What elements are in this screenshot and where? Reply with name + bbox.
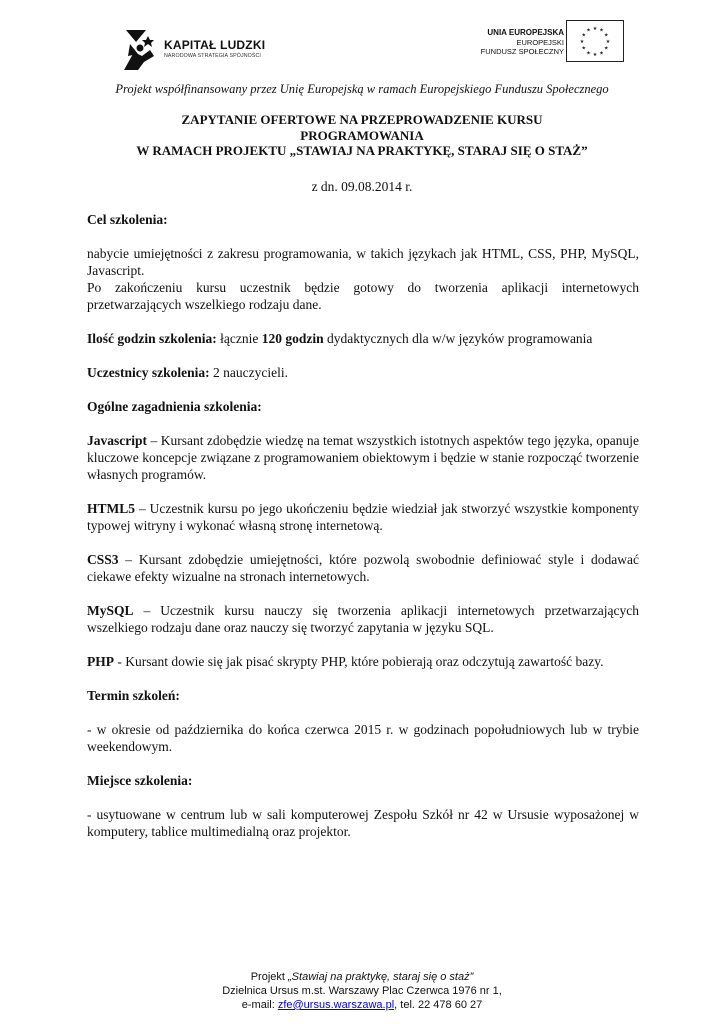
html5-text: – Uczestnik kursu po jego ukończeniu będzie wiedział jak stworzyć wszystkie komponenty typowej witryny i wykonać własną stronę internetową. bbox=[87, 501, 639, 533]
document-body bbox=[87, 211, 639, 840]
mysql-label: MySQL bbox=[87, 603, 134, 618]
place-text: - usytuowane w centrum lub w sali komputerowej Zespołu Szkół nr 42 w Ursusie wyposażonej w komputery, tablice multimedialną oraz projektor. bbox=[87, 807, 639, 839]
document-date: z dn. 09.08.2014 r. bbox=[311, 179, 413, 194]
participants-paragraph bbox=[87, 364, 639, 381]
mysql-text: – Uczestnik kursu nauczy się tworzenia aplikacji internetowych przetwarzających wszelkiego rodzaju dane oraz nauczy się tworzyć zapytania w języku SQL. bbox=[87, 603, 639, 635]
svg-text:★: ★ bbox=[592, 26, 598, 32]
hours-label: Ilość godzin szkolenia: bbox=[87, 331, 217, 346]
footer-email-label: e-mail: bbox=[241, 999, 278, 1011]
svg-text:★: ★ bbox=[586, 50, 591, 57]
svg-text:★: ★ bbox=[579, 39, 585, 45]
title-line3: W RAMACH PROJEKTU „STAWIAJ NA PRAKTYKĘ, STARAJ SIĘ O STAŻ” bbox=[136, 143, 588, 158]
participants-value: 2 nauczycieli. bbox=[209, 365, 288, 380]
php-paragraph bbox=[87, 653, 639, 670]
javascript-text: – Kursant zdobędzie wiedzę na temat wszystkich istotnych aspektów tego języka, opanuje kluczowe koncepcje związane z programowaniem obiektowym i będzie w stanie rozpocząć tworzenie własnych programów. bbox=[87, 433, 639, 482]
document-title bbox=[80, 112, 644, 159]
footer-line1 bbox=[0, 970, 724, 984]
css3-label: CSS3 bbox=[87, 552, 119, 567]
svg-text:★: ★ bbox=[604, 32, 609, 39]
page-footer bbox=[0, 970, 724, 1012]
kapital-ludzki-title: KAPITAŁ LUDZKI bbox=[164, 38, 266, 52]
kapital-ludzki-logo bbox=[120, 26, 290, 72]
svg-text:★: ★ bbox=[605, 39, 611, 45]
term-heading: Termin szkoleń: bbox=[87, 688, 180, 703]
cel-paragraph-2: Po zakończeniu kursu uczestnik będzie gotowy do tworzenia aplikacji internetowych przetwarzających wszelkiego rodzaju dane. bbox=[87, 280, 639, 312]
kapital-ludzki-emblem-icon bbox=[120, 26, 160, 72]
svg-text:★: ★ bbox=[604, 45, 609, 52]
php-label: PHP bbox=[87, 654, 114, 669]
eu-flag-icon bbox=[566, 20, 624, 62]
php-text: - Kursant dowie się jak pisać skrypty PHP, które pobierają oraz odczytują zawartość bazy. bbox=[114, 654, 604, 669]
mysql-paragraph bbox=[87, 602, 639, 636]
svg-text:★: ★ bbox=[599, 27, 604, 34]
svg-text:★: ★ bbox=[592, 52, 598, 58]
hours-value: 120 godzin bbox=[261, 331, 324, 346]
footer-project-name: „Stawiaj na praktykę, staraj się o staż” bbox=[288, 971, 474, 983]
place-heading: Miejsce szkolenia: bbox=[87, 773, 193, 788]
css3-paragraph bbox=[87, 551, 639, 585]
css3-text: – Kursant zdobędzie umiejętności, które pozwolą swobodnie definiować style i dodawać ciekawe efekty wizualne na stronach internetowych. bbox=[87, 552, 639, 584]
svg-text:★: ★ bbox=[586, 27, 591, 34]
term-text: - w okresie od października do końca czerwca 2015 r. w godzinach popołudniowych lub w trybie weekendowym. bbox=[87, 722, 639, 754]
general-heading: Ogólne zagadnienia szkolenia: bbox=[87, 399, 262, 414]
eu-logo-line2: EUROPEJSKI bbox=[516, 37, 564, 47]
footer-line2: Dzielnica Ursus m.st. Warszawy Plac Czerwca 1976 nr 1, bbox=[222, 985, 502, 997]
footer-phone: , tel. 22 478 60 27 bbox=[394, 999, 483, 1011]
footer-line3 bbox=[0, 998, 724, 1012]
svg-text:★: ★ bbox=[581, 45, 586, 52]
svg-text:★: ★ bbox=[599, 50, 604, 57]
eu-logo bbox=[478, 20, 628, 64]
html5-label: HTML5 bbox=[87, 501, 136, 516]
hours-pre: łącznie bbox=[216, 331, 262, 346]
html5-paragraph bbox=[87, 500, 639, 534]
hours-post: dydaktycznych dla w/w języków programowania bbox=[323, 331, 593, 346]
title-line2: PROGRAMOWANIA bbox=[300, 127, 424, 143]
cel-heading: Cel szkolenia: bbox=[87, 212, 168, 227]
javascript-label: Javascript bbox=[87, 433, 147, 448]
footer-project-label: Projekt bbox=[250, 971, 289, 983]
javascript-paragraph bbox=[87, 432, 639, 483]
eu-logo-line3: FUNDUSZ SPOŁECZNY bbox=[480, 47, 564, 56]
eu-logo-text bbox=[481, 28, 564, 57]
svg-text:★: ★ bbox=[581, 32, 586, 39]
cel-paragraph-1: nabycie umiejętności z zakresu programowania, w takich językach jak HTML, CSS, PHP, MySQL, Javascript. bbox=[87, 246, 639, 278]
cofinancing-note: Projekt współfinansowany przez Unię Europejską w ramach Europejskiego Funduszu Społecznego bbox=[115, 82, 609, 96]
title-line1: ZAPYTANIE OFERTOWE NA PRZEPROWADZENIE KURSU bbox=[181, 112, 543, 127]
kapital-ludzki-subtitle: NARODOWA STRATEGIA SPÓJNOŚCI bbox=[164, 53, 261, 59]
participants-label: Uczestnicy szkolenia: bbox=[87, 365, 210, 380]
eu-logo-line1: UNIA EUROPEJSKA bbox=[487, 28, 564, 37]
hours-paragraph bbox=[87, 330, 639, 347]
footer-email-link[interactable]: zfe@ursus.warszawa.pl bbox=[277, 999, 395, 1011]
